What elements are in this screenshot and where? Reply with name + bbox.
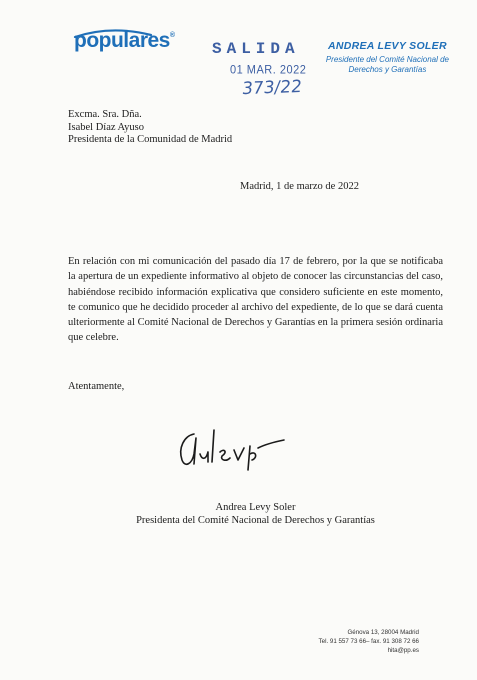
registry-stamp bbox=[212, 40, 312, 110]
stamp-number: 373/22 bbox=[240, 76, 303, 100]
recipient-name: Isabel Díaz Ayuso bbox=[68, 121, 145, 133]
letter-closing: Atentamente, bbox=[68, 381, 125, 392]
signature-icon bbox=[174, 424, 294, 472]
recipient-salutation: Excma. Sra. Dña. bbox=[68, 109, 142, 120]
footer-address bbox=[319, 628, 419, 655]
footer-phones: Tel. 91 557 73 66– fax. 91 308 72 66 bbox=[318, 638, 419, 645]
sender-block bbox=[326, 40, 449, 75]
sender-role: Presidente del Comité Nacional de Derechos y Garantías bbox=[325, 55, 449, 74]
signer-name: Andrea Levy Soler bbox=[215, 502, 296, 513]
stamp-title: SALIDA bbox=[212, 40, 300, 58]
footer-street: Génova 13, 28004 Madrid bbox=[347, 629, 419, 636]
letter-body: En relación con mi comunicación del pasado día 17 de febrero, por la que se notificaba la apertura de un expediente informativo al objeto de conocer las circunstancias del caso, habiéndose recibido información explicativa que considero suficiente en este momento, te comunico que he decidido proceder al archivo del expediente, de lo que se dará cuenta ulteriormente al Comité Nacional de Derechos y Garantías en la primera sesión ordinaria que celebre. bbox=[68, 256, 443, 344]
logo-wordmark: populares® bbox=[74, 29, 175, 52]
sender-name: ANDREA LEVY SOLER bbox=[327, 40, 447, 52]
stamp-date: 01 MAR. 2022 bbox=[230, 63, 307, 77]
footer-email: hita@pp.es bbox=[387, 647, 419, 654]
recipient-title: Presidenta de la Comunidad de Madrid bbox=[68, 134, 233, 145]
signer-block bbox=[0, 502, 477, 527]
populares-logo bbox=[58, 30, 193, 56]
recipient-block bbox=[68, 109, 232, 147]
letter-date: Madrid, 1 de marzo de 2022 bbox=[240, 181, 359, 192]
signer-title: Presidenta del Comité Nacional de Derechos y Garantías bbox=[136, 514, 375, 526]
